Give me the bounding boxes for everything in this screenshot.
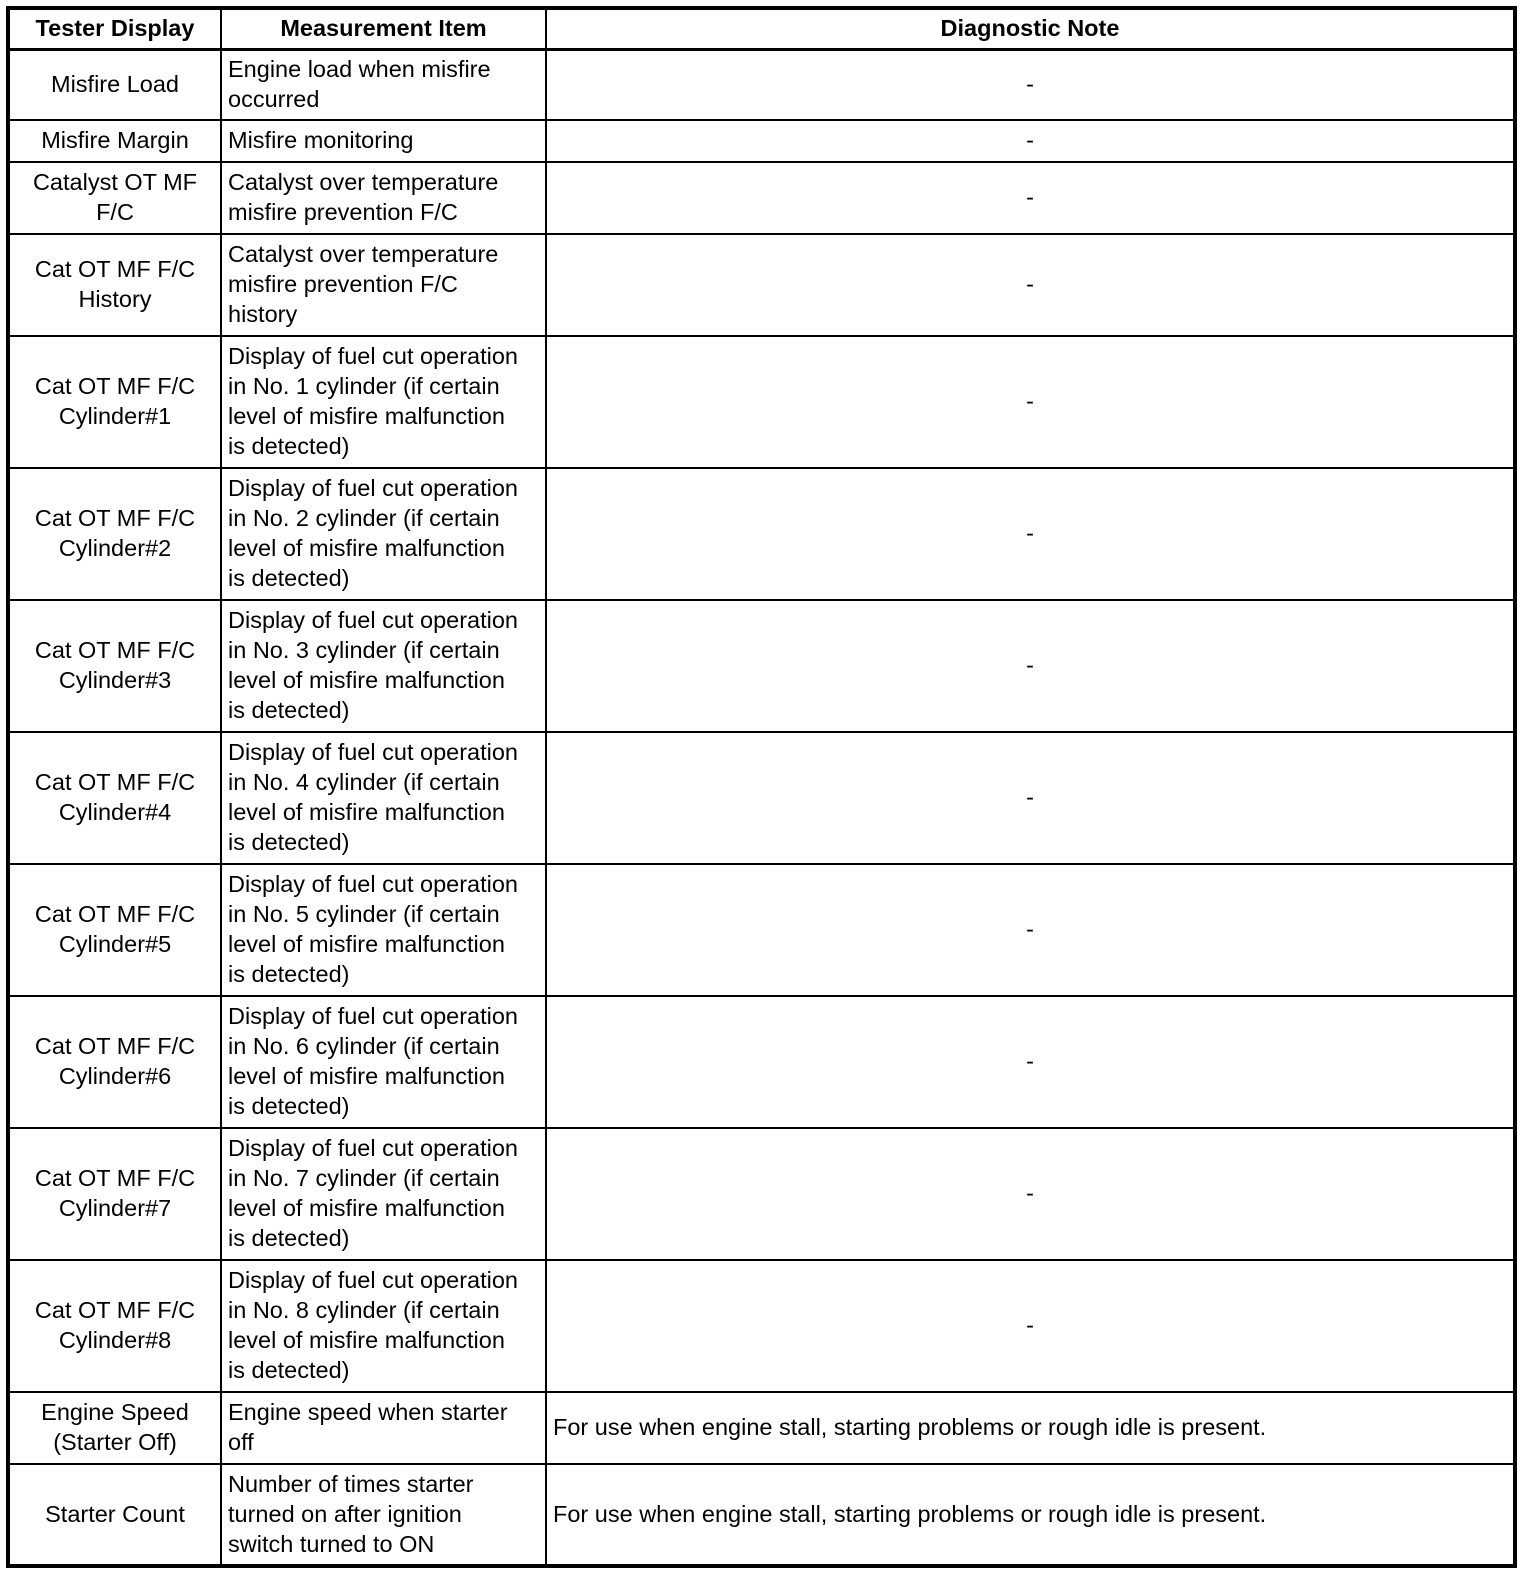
diagnostic-note-cell: -: [546, 996, 1515, 1128]
tester-display-header: Tester Display: [8, 8, 221, 50]
tester-display-cell: Engine Speed (Starter Off): [8, 1392, 221, 1464]
table-row: [8, 1260, 1515, 1392]
measurement-item-cell: Display of fuel cut operation in No. 5 cylinder (if certain level of misfire malfunction is detected): [221, 864, 546, 996]
table-row: [8, 336, 1515, 468]
table-row: [8, 864, 1515, 996]
measurement-item-cell: Display of fuel cut operation in No. 7 cylinder (if certain level of misfire malfunction is detected): [221, 1128, 546, 1260]
measurement-item-cell: Display of fuel cut operation in No. 2 cylinder (if certain level of misfire malfunction is detected): [221, 468, 546, 600]
table-row: [8, 732, 1515, 864]
measurement-item-cell: Misfire monitoring: [221, 120, 546, 162]
diagnostic-note-cell: For use when engine stall, starting problems or rough idle is present.: [546, 1464, 1515, 1566]
diagnostic-note-cell: -: [546, 600, 1515, 732]
tester-display-cell: Cat OT MF F/C Cylinder#1: [8, 336, 221, 468]
data-list-table: [6, 6, 1517, 1568]
table-header-row: [8, 8, 1515, 50]
diagnostic-note-cell: -: [546, 1260, 1515, 1392]
diagnostic-note-cell: -: [546, 120, 1515, 162]
tester-display-cell: Misfire Margin: [8, 120, 221, 162]
diagnostic-note-cell: For use when engine stall, starting problems or rough idle is present.: [546, 1392, 1515, 1464]
diagnostic-note-header: Diagnostic Note: [546, 8, 1515, 50]
tester-display-cell: Cat OT MF F/C Cylinder#7: [8, 1128, 221, 1260]
measurement-item-cell: Display of fuel cut operation in No. 8 cylinder (if certain level of misfire malfunction is detected): [221, 1260, 546, 1392]
measurement-item-cell: Catalyst over temperature misfire prevention F/C history: [221, 234, 546, 336]
measurement-item-cell: Engine load when misfire occurred: [221, 50, 546, 120]
measurement-item-cell: Display of fuel cut operation in No. 6 cylinder (if certain level of misfire malfunction is detected): [221, 996, 546, 1128]
tester-display-cell: Misfire Load: [8, 50, 221, 120]
tester-display-cell: Cat OT MF F/C Cylinder#4: [8, 732, 221, 864]
diagnostic-note-cell: -: [546, 468, 1515, 600]
tester-display-cell: Cat OT MF F/C Cylinder#8: [8, 1260, 221, 1392]
diagnostic-note-cell: -: [546, 50, 1515, 120]
table-row: [8, 1464, 1515, 1566]
measurement-item-header: Measurement Item: [221, 8, 546, 50]
tester-display-cell: Cat OT MF F/C Cylinder#3: [8, 600, 221, 732]
table-row: [8, 1128, 1515, 1260]
tester-display-cell: Starter Count: [8, 1464, 221, 1566]
measurement-item-cell: Display of fuel cut operation in No. 4 cylinder (if certain level of misfire malfunction is detected): [221, 732, 546, 864]
measurement-item-cell: Display of fuel cut operation in No. 1 cylinder (if certain level of misfire malfunction is detected): [221, 336, 546, 468]
table-row: [8, 600, 1515, 732]
measurement-item-cell: Number of times starter turned on after ignition switch turned to ON: [221, 1464, 546, 1566]
tester-display-cell: Cat OT MF F/C Cylinder#5: [8, 864, 221, 996]
table-row: [8, 996, 1515, 1128]
table-row: [8, 120, 1515, 162]
table-row: [8, 234, 1515, 336]
diagnostic-note-cell: -: [546, 864, 1515, 996]
measurement-item-cell: Display of fuel cut operation in No. 3 cylinder (if certain level of misfire malfunction is detected): [221, 600, 546, 732]
diagnostic-note-cell: -: [546, 1128, 1515, 1260]
table-row: [8, 162, 1515, 234]
measurement-item-cell: Catalyst over temperature misfire prevention F/C: [221, 162, 546, 234]
diagnostic-note-cell: -: [546, 732, 1515, 864]
table-row: [8, 1392, 1515, 1464]
tester-display-cell: Cat OT MF F/C Cylinder#2: [8, 468, 221, 600]
tester-display-cell: Cat OT MF F/C History: [8, 234, 221, 336]
tester-display-cell: Cat OT MF F/C Cylinder#6: [8, 996, 221, 1128]
tester-display-cell: Catalyst OT MF F/C: [8, 162, 221, 234]
table-row: [8, 50, 1515, 120]
measurement-item-cell: Engine speed when starter off: [221, 1392, 546, 1464]
table-row: [8, 468, 1515, 600]
diagnostic-note-cell: -: [546, 336, 1515, 468]
diagnostic-note-cell: -: [546, 234, 1515, 336]
diagnostic-note-cell: -: [546, 162, 1515, 234]
